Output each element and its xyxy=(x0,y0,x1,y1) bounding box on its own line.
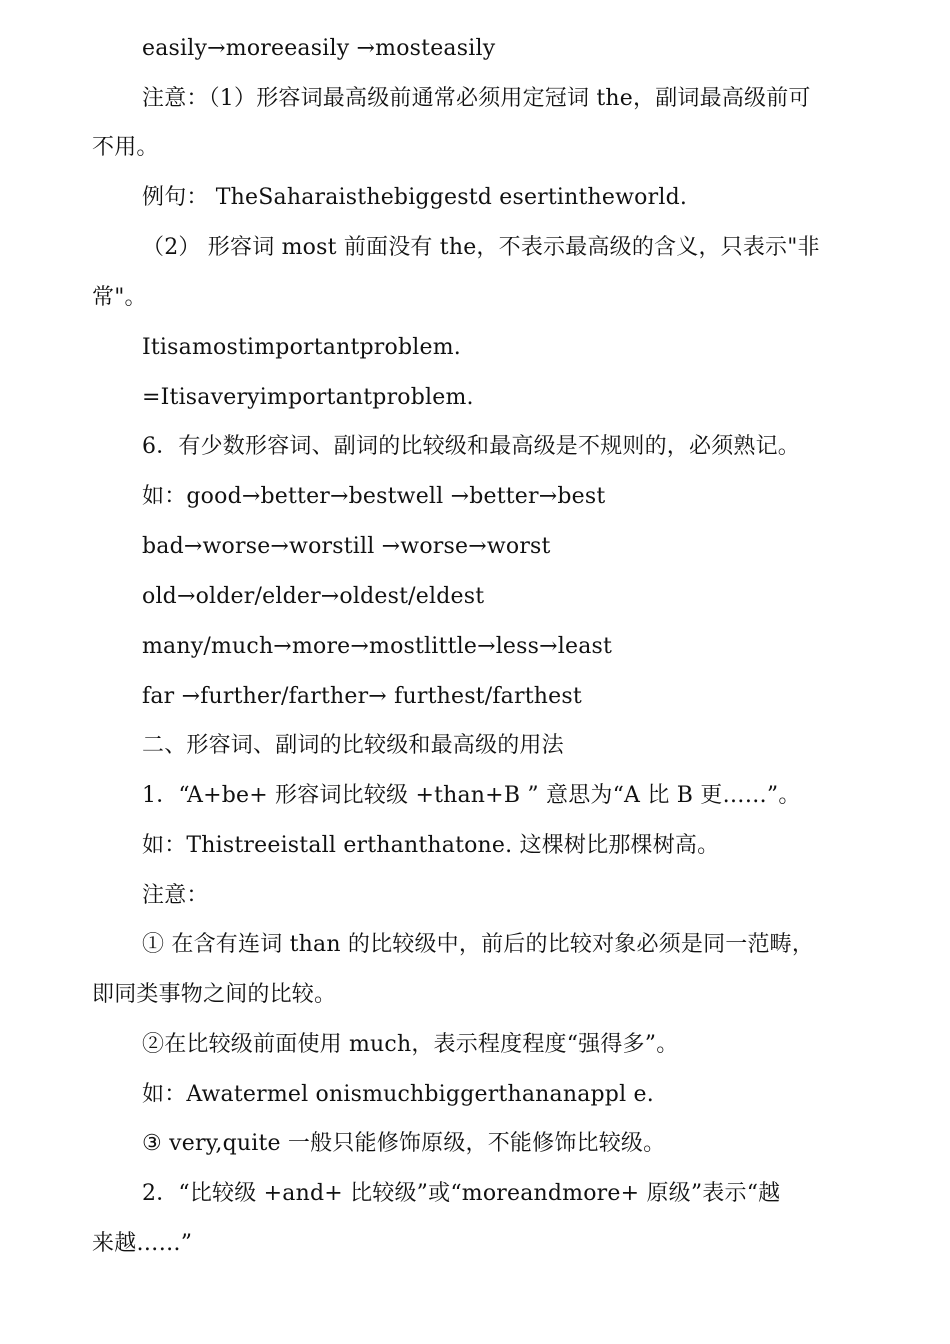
text-line: 即同类事物之间的比较。 xyxy=(92,982,337,1007)
text-line: 1．“A+be+ 形容词比较级 +than+B ” 意思为“A 比 B 更……”。 xyxy=(142,783,801,808)
text-line: 如：Thistreeistall erthanthatone. 这棵树比那棵树高。 xyxy=(142,833,720,858)
text-line: ②在比较级前面使用 much，表示程度程度“强得多”。 xyxy=(142,1032,679,1057)
text-line: 如：good→better→bestwell →better→best xyxy=(142,484,606,509)
text-line: 6．有少数形容词、副词的比较级和最高级是不规则的，必须熟记。 xyxy=(142,434,800,459)
text-line: 如：Awatermel onismuchbiggerthananappl e. xyxy=(142,1082,654,1107)
text-line: ① 在含有连词 than 的比较级中，前后的比较对象必须是同一范畴， xyxy=(142,932,815,957)
text-line: easily→moreeasily →mosteasily xyxy=(142,36,496,61)
text-line: 注意：（1）形容词最高级前通常必须用定冠词 the，副词最高级前可 xyxy=(142,86,811,111)
text-line: 例句： TheSaharaisthebiggestd esertintheworld. xyxy=(142,185,688,210)
text-line: （2） 形容词 most 前面没有 the，不表示最高级的含义，只表示"非 xyxy=(142,235,820,260)
text-line: old→older/elder→oldest/eldest xyxy=(142,584,485,609)
text-line: bad→worse→worstill →worse→worst xyxy=(142,534,551,559)
text-line: ③ very,quite 一般只能修饰原级，不能修饰比较级。 xyxy=(142,1131,666,1156)
text-line: many/much→more→mostlittle→less→least xyxy=(142,634,613,659)
text-line: 常"。 xyxy=(92,285,147,310)
text-line: 不用。 xyxy=(92,135,159,160)
text-line: Itisamostimportantproblem. xyxy=(142,335,461,360)
text-line: 2．“比较级 +and+ 比较级”或“moreandmore+ 原级”表示“越 xyxy=(142,1181,781,1206)
text-line: 来越……” xyxy=(92,1231,193,1256)
section-heading: 二、形容词、副词的比较级和最高级的用法 xyxy=(142,733,564,758)
text-line: =Itisaveryimportantproblem. xyxy=(142,385,474,410)
text-line: far →further/farther→ furthest/farthest xyxy=(142,684,582,709)
text-line: 注意： xyxy=(142,883,209,908)
